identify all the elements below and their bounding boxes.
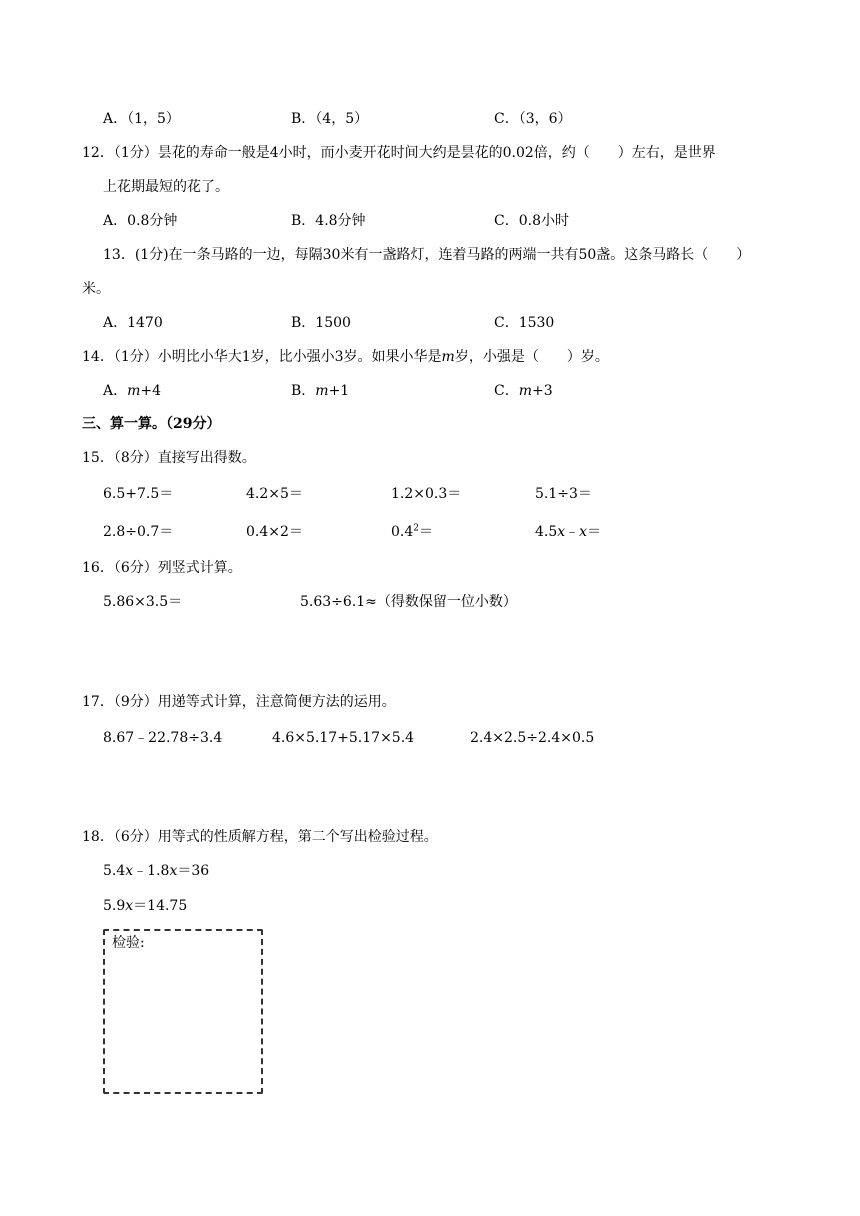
q14-option-b-var: m [315,383,329,399]
q18-eq2-var1: x [125,898,134,914]
q17-item-3: 2.4×2.5÷2.4×0.5 [470,730,595,746]
q12-stem-line1: 12．（1分）昙花的寿命一般是4小时，而小麦开花时间大约是昙花的0.02倍，约（ ）左右，是世界 [82,145,716,161]
q15-item-8-p3: ＝ [587,524,602,540]
q14-option-c-rest: +3 [532,383,553,399]
q18-title: 18．（6分）用等式的性质解方程，第二个写出检验过程。 [82,829,438,845]
q15-item-7-exponent: 2 [413,523,419,534]
q14-option-b [291,381,349,401]
q15-item-2: 4.2×5＝ [246,486,303,502]
q14-option-a [103,381,161,401]
q18-eq1-p1: 5.4 [103,863,126,879]
check-label: 检验: [112,935,145,951]
q15-item-8 [535,522,601,542]
check-answer-box[interactable] [103,929,263,1094]
q11-option-c: C．（3，6） [494,111,572,127]
q15-item-3: 1.2×0.3＝ [391,486,462,502]
q14-stem-pre: 14．（1分）小明比小华大1岁，比小强小3岁。如果小华是 [82,349,442,365]
q15-item-5: 2.8÷0.7＝ [103,524,174,540]
q15-item-8-p2: ﹣ [565,524,580,540]
q14-stem [82,347,609,367]
q14-option-c-var: m [518,383,532,399]
q11-option-a: A．（1，5） [103,111,180,127]
q15-item-1: 6.5+7.5＝ [103,486,174,502]
q15-item-7-base: 0.4 [391,524,414,540]
q12-option-b: B．4.8分钟 [291,213,366,229]
q14-option-a-var: m [127,383,141,399]
q14-stem-var: m [441,349,455,365]
q18-equation-2 [103,896,187,916]
q17-item-2: 4.6×5.17+5.17×5.4 [272,730,415,746]
q13-option-b: B．1500 [291,315,351,331]
q18-equation-1 [103,861,209,881]
q17-title: 17．（9分）用递等式计算，注意简便方法的运用。 [82,694,396,710]
q14-stem-post: 岁，小强是（ ）岁。 [454,349,609,365]
q15-item-6: 0.4×2＝ [246,524,303,540]
q14-option-a-prefix: A． [103,383,128,399]
q15-item-4: 5.1÷3＝ [535,486,592,502]
q13-stem-line2: 米。 [82,281,110,297]
q16-title: 16．（6分）列竖式计算。 [82,560,242,576]
q17-item-1: 8.67﹣22.78÷3.4 [103,730,223,746]
q12-option-c: C．0.8小时 [494,213,569,229]
q15-item-8-var1: x [557,524,566,540]
q15-item-8-p1: 4.5 [535,524,558,540]
q18-eq1-p2: ﹣1.8 [133,863,170,879]
q14-option-c [494,381,553,401]
q14-option-c-prefix: C． [494,383,519,399]
q15-item-8-var2: x [579,524,588,540]
q18-eq1-p3: ＝36 [177,863,210,879]
q14-option-b-prefix: B． [291,383,316,399]
q14-option-a-rest: +4 [140,383,162,399]
q15-item-7 [391,522,433,542]
q16-item-1: 5.86×3.5＝ [103,594,183,610]
section-3-title: 三、算一算。（29分） [82,416,221,432]
q11-option-b: B．（4，5） [291,111,369,127]
q18-eq2-p1: 5.9 [103,898,126,914]
q13-option-a: A．1470 [103,315,163,331]
q14-option-b-rest: +1 [328,383,350,399]
q15-title: 15．（8分）直接写出得数。 [82,450,256,466]
q18-eq2-p2: ＝14.75 [133,898,188,914]
q12-option-a: A．0.8分钟 [103,213,178,229]
q13-option-c: C．1530 [494,315,555,331]
q18-eq1-var2: x [169,863,178,879]
q18-eq1-var1: x [125,863,134,879]
q16-item-2: 5.63÷6.1≈（得数保留一位小数） [300,594,517,610]
q12-stem-line2: 上花期最短的花了。 [103,179,229,195]
q15-item-7-eq: ＝ [419,524,433,540]
q13-stem-line1: 13．(1分)在一条马路的一边，每隔30米有一盏路灯，连着马路的两端一共有50盏。这条马路长（ ） [103,247,751,263]
